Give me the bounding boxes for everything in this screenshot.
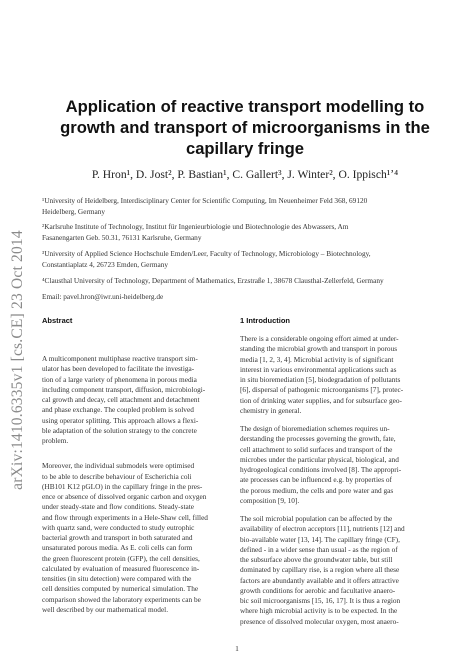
text-line: The design of bioremediation schemes requires un- xyxy=(240,424,390,433)
affiliation-line: Heidelberg, Germany xyxy=(42,206,106,216)
text-line: including component transport, diffusion, microbiologi- xyxy=(42,384,206,394)
text-line: media [1, 2, 3, 4]. Microbial activity is of significant xyxy=(240,354,394,364)
text-line: The soil microbial population can be affected by the xyxy=(240,514,393,523)
text-line: presence of dissolved molecular oxygen, most anaero- xyxy=(240,616,399,626)
page-number: 1 xyxy=(235,644,239,653)
text-line: bacterial growth and transport in both saturated and xyxy=(42,533,193,542)
text-line: factors are abundantly available and it offers attractive xyxy=(240,575,399,585)
introduction-heading: 1 Introduction xyxy=(240,316,290,325)
text-line: microbes under the particular physical, biological, and xyxy=(240,454,399,464)
text-line: growth conditions for aerobic and facultative anaero- xyxy=(240,585,396,595)
text-line: cell densities computed by numerical simulation. The xyxy=(42,584,199,594)
affiliation-3 xyxy=(42,249,452,270)
text-line: the porous medium, the cells and pore water and gas xyxy=(240,485,394,495)
text-line: the green fluorescent protein (GFP), the cell densities, xyxy=(42,553,200,563)
title-line: capillary fringe xyxy=(185,139,305,158)
text-line: the subsurface above the groundwater table, but still xyxy=(240,555,393,564)
text-line: cell attachment to solid surfaces and transport of the xyxy=(240,444,393,454)
affiliation-2 xyxy=(42,222,452,243)
introduction-body xyxy=(240,334,440,627)
text-line: tensities (in situ detection) were compared with the xyxy=(42,574,192,583)
text-line: and flow through experiments in a Hele-Shaw cell, filled xyxy=(42,512,208,522)
contact-email xyxy=(42,292,452,303)
affiliation-line: Fasanengarten Geb. 50.31, 76131 Karlsruhe, Germany xyxy=(42,232,202,242)
text-line: and phase exchange. The coupled problem is solved xyxy=(42,405,194,415)
text-line: chemistry in general. xyxy=(240,405,302,415)
text-line: where high microbial activity is to be expected. In the xyxy=(240,606,398,616)
text-line: to be able to describe behaviour of Escherichia coli xyxy=(42,471,192,481)
text-line: derstanding the processes governing the growth, fate, xyxy=(240,434,396,444)
text-line: tion of a large variety of phenomena in porous media xyxy=(42,374,197,384)
arxiv-identifier-sidebar xyxy=(6,140,30,580)
author-list: P. Hron¹, D. Jost², P. Bastian¹, C. Gallert³, J. Winter², O. Ippisch¹ʼ⁴ xyxy=(91,168,399,181)
text-line: (HB101 K12 pGLO) in the capillary fringe in the pres- xyxy=(42,481,203,491)
affiliation-line: ²Karlsruhe Institute of Technology, Institut für Ingenieurbiologie und Biotechnologie des Abwassers, Am xyxy=(42,222,349,231)
affiliation-line: ¹University of Heidelberg, Interdisciplinary Center for Scientific Computing, Im Neuenheimer Feld 368, 69120 xyxy=(42,196,368,205)
text-line: ence or absence of dissolved organic carbon and oxygen xyxy=(42,492,207,501)
abstract-body xyxy=(42,354,232,615)
paper-title xyxy=(40,96,450,159)
affiliation-line: ³University of Applied Science Hochschule Emden/Leer, Faculty of Technology, Microbiology – Biotechnology, xyxy=(42,249,371,258)
text-line: defined - in a wider sense than usual - as the region of xyxy=(240,544,398,554)
text-line: composition [9, 10]. xyxy=(240,495,300,505)
title-line: growth and transport of microorganisms in the xyxy=(60,118,430,137)
text-line: Moreover, the individual submodels were optimised xyxy=(42,461,195,471)
affiliation-line: Constantiaplatz 4, 26723 Emden, Germany xyxy=(42,259,169,269)
text-line: unsaturated porous media. As E. coli cells can form xyxy=(42,543,193,553)
abstract-heading: Abstract xyxy=(42,316,73,325)
text-line: ble adaptation of the solution strategy to the concrete xyxy=(42,425,197,435)
text-line: tion of drinking water supplies, and for subsurface geo- xyxy=(240,395,402,405)
text-line: There is a considerable ongoing effort aimed at under- xyxy=(240,334,399,343)
text-line: bio-available water [13, 14]. The capillary fringe (CF), xyxy=(240,534,400,544)
text-line: ate processes can be influenced e.g. by properties of xyxy=(240,475,392,485)
text-line: hydrogeological conditions involved [8]. The appropri- xyxy=(240,465,402,474)
text-line: A multicomponent multiphase reactive transport sim- xyxy=(42,354,198,363)
affiliation-line: ⁴Clausthal University of Technology, Department of Mathematics, Erzstraße 1, 38678 Clausthal-Zellerfeld, Germany xyxy=(42,276,384,285)
affiliation-1 xyxy=(42,196,452,217)
text-line: with quartz sand, were conducted to study eutrophic xyxy=(42,522,195,532)
affiliation-4 xyxy=(42,276,452,287)
email-line[interactable]: Email: pavel.hron@iwr.uni-heidelberg.de xyxy=(42,292,164,301)
text-line: comparison showed the laboratory experiments can be xyxy=(42,594,201,604)
text-line: interest in various environmental applications such as xyxy=(240,364,397,374)
text-line: standing the microbial growth and transport in porous xyxy=(240,344,398,354)
text-line: in situ bioremediation [5], biodegradation of pollutants xyxy=(240,375,401,384)
text-line: availability of electron acceptors [11], nutrients [12] and xyxy=(240,524,405,534)
text-line: under steady-state and flow conditions. Steady-state xyxy=(42,502,194,512)
text-line: problem. xyxy=(42,436,69,445)
text-line: using operator splitting. This approach allows a flexi- xyxy=(42,415,199,425)
text-line: bic soil microorganisms [15, 16, 17]. It is thus a region xyxy=(240,596,401,605)
text-line: cal growth and decay, cell attachment and detachment xyxy=(42,395,200,404)
arxiv-stamp-text: arXiv:1410.6335v1 [cs.CE] 23 Oct 2014 xyxy=(9,230,26,490)
text-line: calculated by evaluation of measured fluorescence in- xyxy=(42,563,200,573)
text-line: ulator has been developed to facilitate the investiga- xyxy=(42,364,195,374)
title-line: Application of reactive transport modelling to xyxy=(65,97,425,116)
text-line: well described by our mathematical model. xyxy=(42,604,169,614)
text-line: dominated by capillary rise, is a region where all these xyxy=(240,565,400,575)
text-line: [6], dispersal of pathogenic microorganisms [7], protec- xyxy=(240,385,404,395)
